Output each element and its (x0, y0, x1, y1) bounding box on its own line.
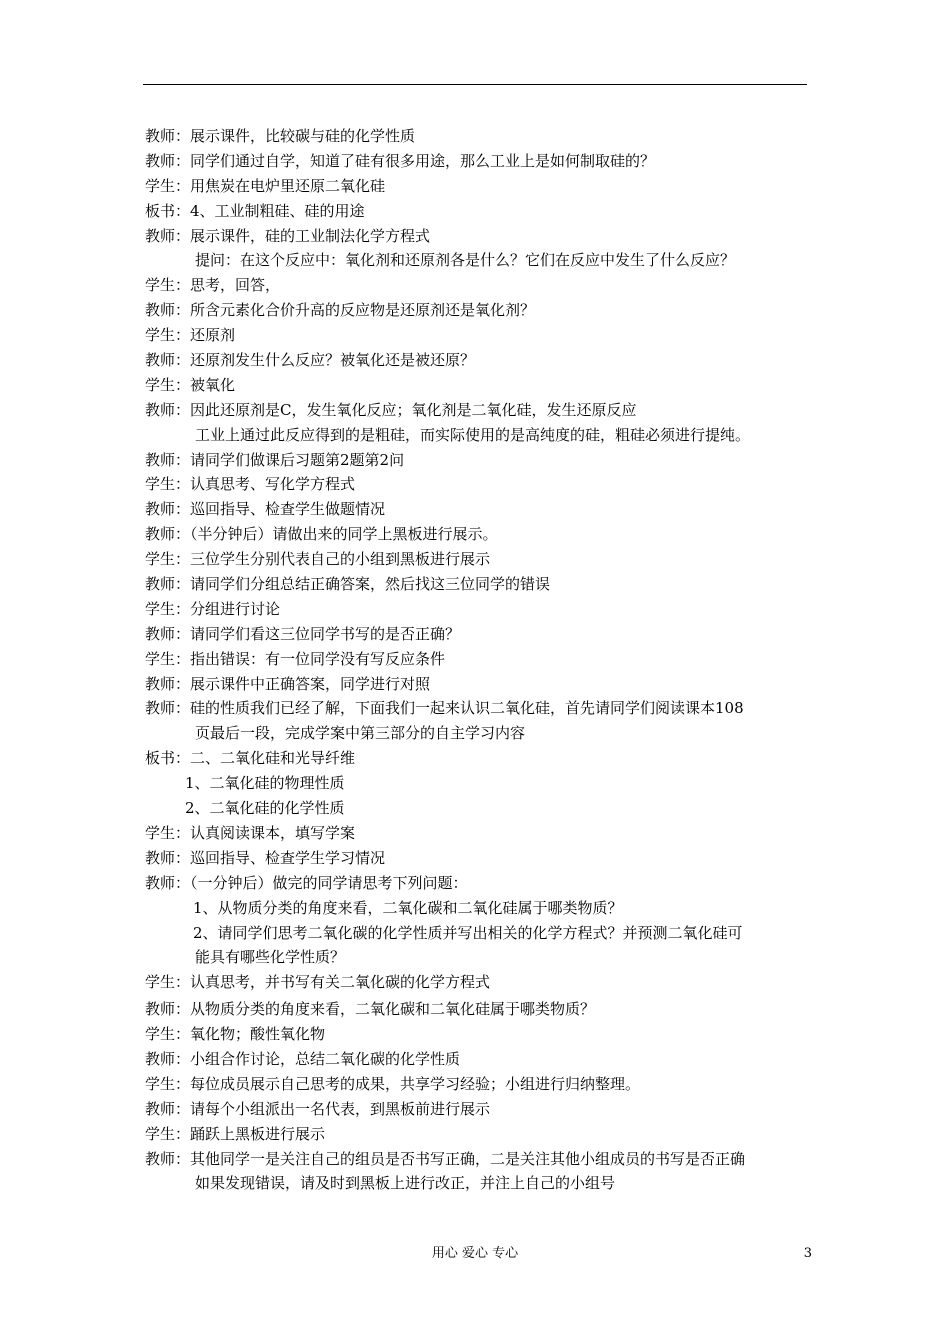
text-line: 能具有哪些化学性质？ (195, 948, 346, 967)
text-line: 学生：指出错误：有一位同学没有写反应条件 (145, 649, 446, 668)
text-line: 教师：（半分钟后）请做出来的同学上黑板进行展示。 (145, 525, 498, 544)
text-line: 2、二氧化硅的化学性质 (185, 799, 345, 818)
text-line: 学生：认真思考、写化学方程式 (145, 475, 356, 494)
text-line: 教师：展示课件，硅的工业制法化学方程式 (145, 226, 431, 245)
text-line: 教师：因此还原剂是C，发生氧化反应；氧化剂是二氧化硅，发生还原反应 (145, 400, 637, 419)
page-number: 3 (803, 1246, 812, 1261)
text-line: 学生：用焦炭在电炉里还原二氧化硅 (145, 176, 386, 195)
text-line: 工业上通过此反应得到的是粗硅，而实际使用的是高纯度的硅，粗硅必须进行提纯。 (195, 425, 751, 444)
text-line: 板书：二、二氧化硅和光导纤维 (145, 749, 356, 768)
text-line: 提问：在这个反应中：氧化剂和还原剂各是什么？它们在反应中发生了什么反应？ (195, 251, 736, 270)
text-line: 学生：氧化物；酸性氧化物 (145, 1025, 326, 1044)
text-line: 学生：踊跃上黑板进行展示 (145, 1124, 326, 1143)
text-line: 页最后一段，完成学案中第三部分的自主学习内容 (195, 724, 526, 743)
text-line: 学生：每位成员展示自己思考的成果，共享学习经验；小组进行归纳整理。 (145, 1074, 641, 1093)
text-line: 教师：还原剂发生什么反应？被氧化还是被还原？ (145, 351, 476, 370)
text-line: 教师：请同学们分组总结正确答案，然后找这三位同学的错误 (145, 575, 551, 594)
text-line: 学生：三位学生分别代表自己的小组到黑板进行展示 (145, 550, 491, 569)
text-line: 教师：展示课件，比较碳与硅的化学性质 (145, 127, 416, 145)
text-line: 教师：请每个小组派出一名代表，到黑板前进行展示 (145, 1099, 491, 1118)
text-line: 如果发现错误，请及时到黑板上进行改正，并注上自己的小组号 (195, 1174, 616, 1193)
text-line: 学生：认真阅读课本，填写学案 (145, 823, 356, 842)
text-line: 教师：请同学们做课后习题第2题第2问 (145, 450, 405, 469)
text-line: 教师：同学们通过自学，知道了硅有很多用途，那么工业上是如何制取硅的？ (145, 151, 656, 170)
text-line: 教师：小组合作讨论，总结二氧化碳的化学性质 (145, 1049, 461, 1068)
text-line: 教师：从物质分类的角度来看，二氧化碳和二氧化硅属于哪类物质？ (145, 1000, 596, 1019)
text-line: 学生：还原剂 (145, 326, 236, 345)
text-line: 教师：巡回指导、检查学生做题情况 (145, 500, 386, 519)
text-line: 1、二氧化硅的物理性质 (185, 774, 345, 793)
footer-motto: 用心 爱心 专心 (431, 1246, 519, 1261)
text-line: 学生：认真思考，并书写有关二氧化碳的化学方程式 (145, 973, 491, 992)
text-line: 教师：硅的性质我们已经了解，下面我们一起来认识二氧化硅，首先请同学们阅读课本108 (145, 699, 744, 718)
text-line: 学生：分组进行讨论 (145, 599, 281, 618)
text-line: 学生：被氧化 (145, 375, 236, 394)
text-line: 教师：展示课件中正确答案，同学进行对照 (145, 674, 431, 693)
text-line: 1、从物质分类的角度来看，二氧化碳和二氧化硅属于哪类物质？ (193, 898, 623, 917)
text-line: 板书：4、工业制粗硅、硅的用途 (145, 201, 365, 220)
text-line: 教师：所含元素化合价升高的反应物是还原剂还是氧化剂？ (145, 301, 536, 320)
document-body (145, 124, 815, 1196)
text-line: 教师：巡回指导、检查学生学习情况 (145, 848, 386, 867)
text-line: 学生：思考，回答， (145, 276, 281, 295)
text-line: 教师：其他同学一是关注自己的组员是否书写正确，二是关注其他小组成员的书写是否正确 (145, 1149, 746, 1168)
text-line: 教师：（一分钟后）做完的同学请思考下列问题： (145, 873, 468, 892)
text-line: 2、请同学们思考二氧化碳的化学性质并写出相关的化学方程式？并预测二氧化硅可 (193, 923, 743, 942)
text-line: 教师：请同学们看这三位同学书写的是否正确？ (145, 624, 461, 643)
header-rule (143, 84, 807, 85)
